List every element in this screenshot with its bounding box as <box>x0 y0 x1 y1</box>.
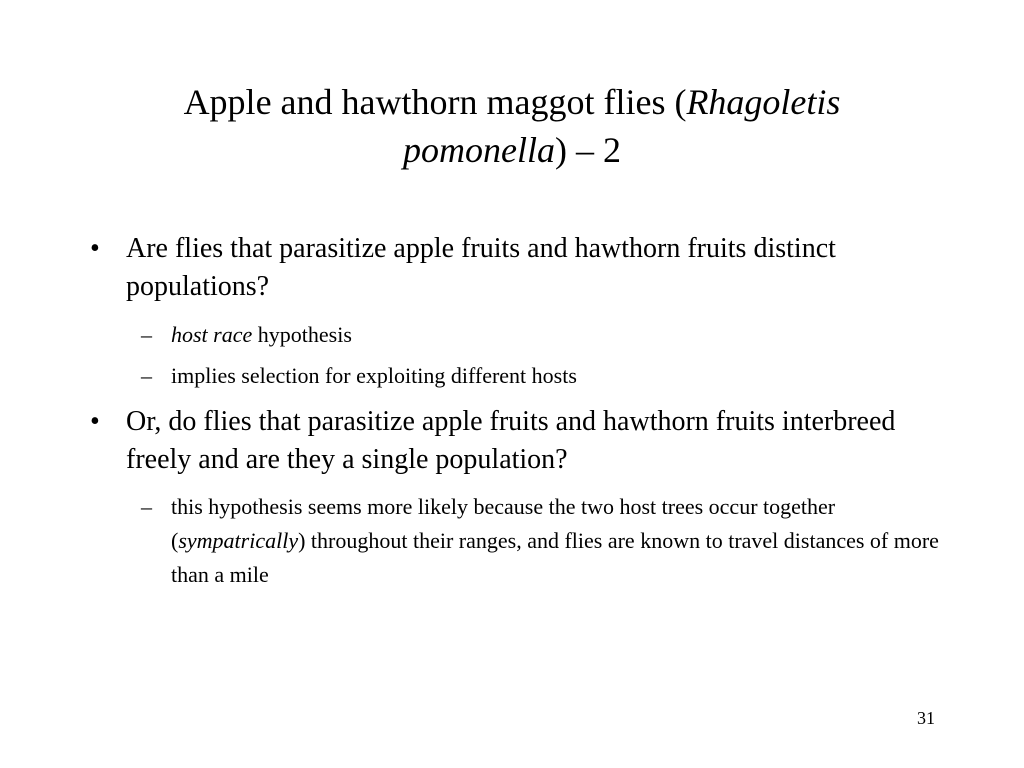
sub-bullet-text: implies selection for exploiting different hosts <box>171 363 577 388</box>
sub-bullet-item-1-1 <box>141 318 961 352</box>
title-species-name: Rhagoletis pomonella <box>403 82 841 170</box>
sub-bullet-item-1-2 <box>141 359 961 393</box>
title-text-part2: ) – 2 <box>554 130 621 170</box>
sub-bullet-text-after: ) throughout their ranges, and flies are known to travel distances of more than a mile <box>171 528 939 587</box>
dash-marker: – <box>141 494 152 519</box>
title-text-part1: Apple and hawthorn maggot flies ( <box>183 82 687 122</box>
sub-bullet-text-before: this hypothesis seems more likely because the two host trees occur together ( <box>171 494 836 553</box>
sub-bullet-italic-term: sympatrically <box>178 528 299 553</box>
slide-title <box>100 78 924 174</box>
bullet-item-2 <box>90 403 956 479</box>
bullet-text: Are flies that parasitize apple fruits and hawthorn fruits distinct populations? <box>126 233 836 302</box>
bullet-marker: • <box>90 406 100 437</box>
sub-bullet-item-2-1 <box>141 490 961 592</box>
sub-bullet-italic-term: host race <box>171 322 253 347</box>
dash-marker: – <box>141 363 152 388</box>
bullet-item-1 <box>90 230 956 306</box>
bullet-marker: • <box>90 233 100 264</box>
sub-bullet-text: hypothesis <box>252 322 352 347</box>
bullet-text: Or, do flies that parasitize apple fruits and hawthorn fruits interbreed freely and are they a single population? <box>126 406 896 475</box>
page-number: 31 <box>917 708 935 728</box>
dash-marker: – <box>141 322 152 347</box>
